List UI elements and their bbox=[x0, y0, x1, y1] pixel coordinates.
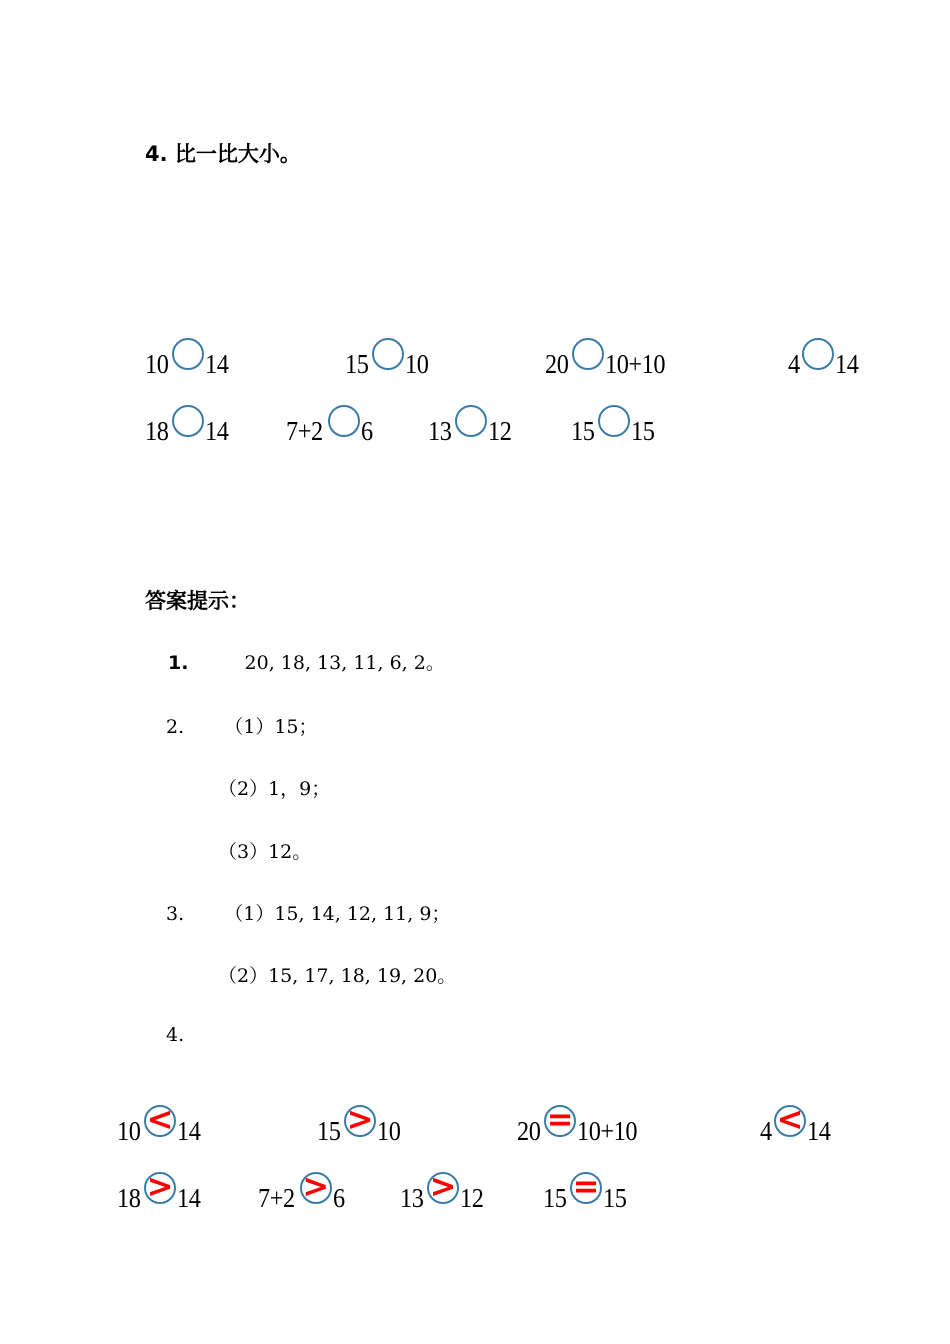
right-operand: 6 bbox=[360, 416, 373, 446]
compare-item bbox=[571, 399, 657, 445]
left-operand: 4 bbox=[760, 1116, 772, 1146]
answer-4 bbox=[166, 1024, 184, 1046]
compare-item bbox=[428, 399, 514, 445]
right-operand: 12 bbox=[488, 416, 512, 446]
right-operand: 15 bbox=[603, 1183, 627, 1213]
left-operand: 4 bbox=[788, 349, 800, 379]
right-operand: 14 bbox=[205, 349, 229, 379]
comparison-symbol: > bbox=[146, 1167, 174, 1205]
answer-text: （1）15； bbox=[224, 716, 318, 738]
right-operand: 14 bbox=[807, 1116, 831, 1146]
answer-3-2: （2）15, 17, 18, 19, 20。 bbox=[218, 965, 457, 987]
compare-item bbox=[145, 332, 231, 378]
blank-circle[interactable] bbox=[172, 405, 204, 437]
answer-compare-item bbox=[117, 1166, 203, 1212]
question-title: 4. 比一比大小。 bbox=[145, 142, 301, 166]
blank-circle[interactable] bbox=[372, 338, 404, 370]
right-operand: 10 bbox=[405, 349, 429, 379]
comparison-symbol: < bbox=[776, 1100, 804, 1138]
answer-compare-item bbox=[543, 1166, 629, 1212]
left-operand: 7+2 bbox=[286, 416, 323, 446]
answer-circle bbox=[570, 1167, 602, 1205]
left-operand: 10 bbox=[145, 349, 169, 379]
left-operand: 13 bbox=[428, 416, 452, 446]
comparison-symbol: > bbox=[429, 1167, 457, 1205]
compare-item bbox=[788, 332, 861, 378]
answer-circle bbox=[144, 1167, 176, 1205]
right-operand: 14 bbox=[835, 349, 859, 379]
right-operand: 15 bbox=[631, 416, 655, 446]
left-operand: 15 bbox=[345, 349, 369, 379]
left-operand: 13 bbox=[400, 1183, 424, 1213]
answer-text: （1）15, 14, 12, 11, 9； bbox=[224, 903, 451, 925]
left-operand: 7+2 bbox=[258, 1183, 295, 1213]
left-operand: 10 bbox=[117, 1116, 141, 1146]
right-operand: 14 bbox=[205, 416, 229, 446]
answer-number: 2. bbox=[166, 716, 185, 738]
right-operand: 12 bbox=[460, 1183, 484, 1213]
right-operand: 6 bbox=[332, 1183, 345, 1213]
answer-1 bbox=[168, 648, 445, 675]
answer-compare-item bbox=[258, 1166, 346, 1212]
right-operand: 10 bbox=[377, 1116, 401, 1146]
answer-compare-item bbox=[400, 1166, 486, 1212]
answer-2-2: （2）1，9； bbox=[218, 778, 331, 800]
compare-item bbox=[145, 399, 231, 445]
left-operand: 18 bbox=[145, 416, 169, 446]
comparison-symbol: < bbox=[146, 1100, 174, 1138]
blank-circle[interactable] bbox=[572, 338, 604, 370]
answer-circle bbox=[774, 1100, 806, 1138]
blank-circle[interactable] bbox=[455, 405, 487, 437]
left-operand: 15 bbox=[543, 1183, 567, 1213]
answer-circle bbox=[544, 1100, 576, 1138]
right-operand: 14 bbox=[177, 1116, 201, 1146]
comparison-symbol: = bbox=[546, 1100, 574, 1138]
left-operand: 18 bbox=[117, 1183, 141, 1213]
answer-number: 3. bbox=[166, 903, 185, 925]
answer-3 bbox=[166, 899, 450, 926]
answer-circle bbox=[300, 1167, 332, 1205]
answer-2 bbox=[166, 712, 318, 739]
comparison-symbol: > bbox=[302, 1167, 330, 1205]
answer-text: 20, 18, 13, 11, 6, 2。 bbox=[244, 652, 445, 674]
left-operand: 20 bbox=[517, 1116, 541, 1146]
blank-circle[interactable] bbox=[328, 405, 360, 437]
answer-2-3: （3）12。 bbox=[218, 841, 312, 863]
right-operand: 10+10 bbox=[577, 1116, 638, 1146]
answer-compare-item bbox=[517, 1099, 644, 1145]
compare-item bbox=[286, 399, 374, 445]
answer-compare-item bbox=[117, 1099, 203, 1145]
left-operand: 15 bbox=[317, 1116, 341, 1146]
answer-circle bbox=[144, 1100, 176, 1138]
left-operand: 15 bbox=[571, 416, 595, 446]
blank-circle[interactable] bbox=[598, 405, 630, 437]
right-operand: 10+10 bbox=[605, 349, 666, 379]
answers-title: 答案提示： bbox=[145, 589, 250, 613]
answer-number: 4. bbox=[166, 1024, 185, 1046]
answer-compare-item bbox=[760, 1099, 833, 1145]
answer-circle bbox=[427, 1167, 459, 1205]
answer-number: 1. bbox=[168, 652, 189, 674]
blank-circle[interactable] bbox=[172, 338, 204, 370]
comparison-symbol: > bbox=[346, 1100, 374, 1138]
compare-item bbox=[545, 332, 672, 378]
comparison-symbol: = bbox=[572, 1167, 600, 1205]
compare-item bbox=[345, 332, 431, 378]
answer-compare-item bbox=[317, 1099, 403, 1145]
right-operand: 14 bbox=[177, 1183, 201, 1213]
blank-circle[interactable] bbox=[802, 338, 834, 370]
left-operand: 20 bbox=[545, 349, 569, 379]
answer-circle bbox=[344, 1100, 376, 1138]
